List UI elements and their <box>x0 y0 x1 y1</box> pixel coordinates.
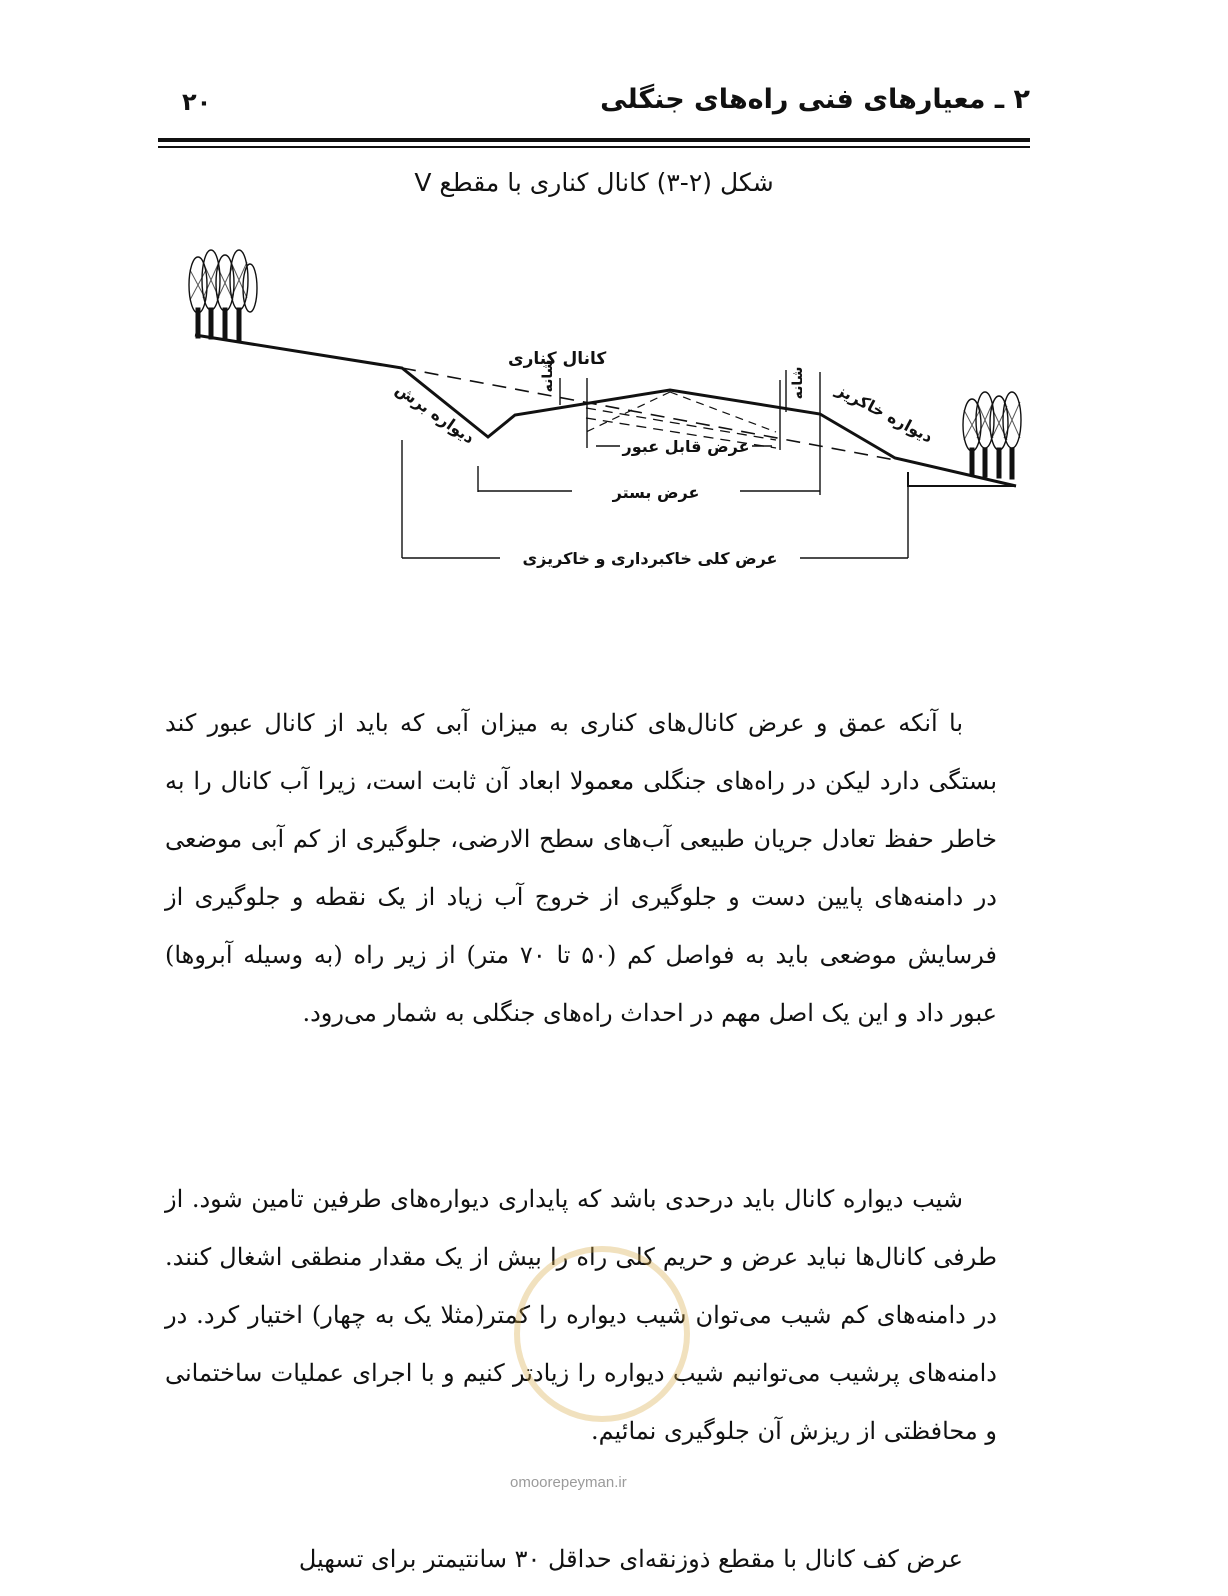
paragraph-2 <box>165 1170 997 1460</box>
label-side-channel: کانال کناری <box>508 349 607 369</box>
label-bed-width: عرض بستر <box>612 483 700 502</box>
label-passable-width: عرض قابل عبور <box>622 437 750 456</box>
label-cut-wall: دیواره برش <box>392 379 479 448</box>
label-fill-wall: دیواره خاکریز <box>833 379 937 447</box>
chapter-title: ۲ ـ معیارهای فنی راه‌های جنگلی <box>600 84 1030 115</box>
dimension-reference-lines <box>402 370 908 558</box>
label-shoulder-right: شانه <box>790 366 806 400</box>
paragraph-1-text: با آنکه عمق و عرض کانال‌های کناری به میزان آبی که باید از کانال عبور کند بستگی دارد لیکن در راه‌های جنگلی معمولا ابعاد آن ثابت است، زیرا آب کانال را به خاطر حفظ تعادل جریان طبیعی آب‌های سطح الارضی، جلوگیری از کم آبی موضعی در دامنه‌های پایین دست و جلوگیری از خروج آب زیاد از یک نقطه و جلوگیری از فرسایش موضعی باید به فواصل کم (۵۰ تا ۷۰ متر) از زیر راه (به وسیله آبروها) عبور داد و این یک اصل مهم در احداث راه‌های جنگلی به شمار می‌رود. <box>165 709 997 1027</box>
tree-group-left-icon <box>189 250 257 341</box>
tree-group-right-icon <box>963 392 1021 479</box>
label-total-width: عرض کلی خاکبرداری و خاکریزی <box>522 549 778 568</box>
label-shoulder-left: شانه <box>540 359 556 393</box>
page-number: ۲۰ <box>182 88 212 116</box>
paragraph-1 <box>165 694 997 1042</box>
v-channel-cross-section-diagram <box>0 0 1228 620</box>
paragraph-3 <box>165 1530 997 1588</box>
paragraph-2-text: شیب دیواره کانال باید درحدی باشد که پایداری دیواره‌های طرفین تامین شود. از طرفی کانال‌ها نباید عرض و حریم کلی راه را بیش از یک مقدار منطقی اشغال کنند. در دامنه‌های کم شیب می‌توان شیب دیواره را کمتر(مثلا یک به چهار) اختیار کرد. در دامنه‌های پرشیب می‌توانیم شیب دیواره را زیادتر کنیم و با اجرای عملیات ساختمانی و محافظتی از ریزش آن جلوگیری نمائیم. <box>165 1185 997 1445</box>
dimension-lines <box>402 446 908 558</box>
paragraph-3-text: عرض کف کانال با مقطع ذوزنقه‌ای حداقل ۳۰ سانتیمتر برای تسهیل <box>298 1545 963 1573</box>
watermark-site: omoorepeyman.ir <box>510 1474 627 1491</box>
figure-caption: شکل (۲-۳) کانال کناری با مقطع V <box>414 168 774 197</box>
